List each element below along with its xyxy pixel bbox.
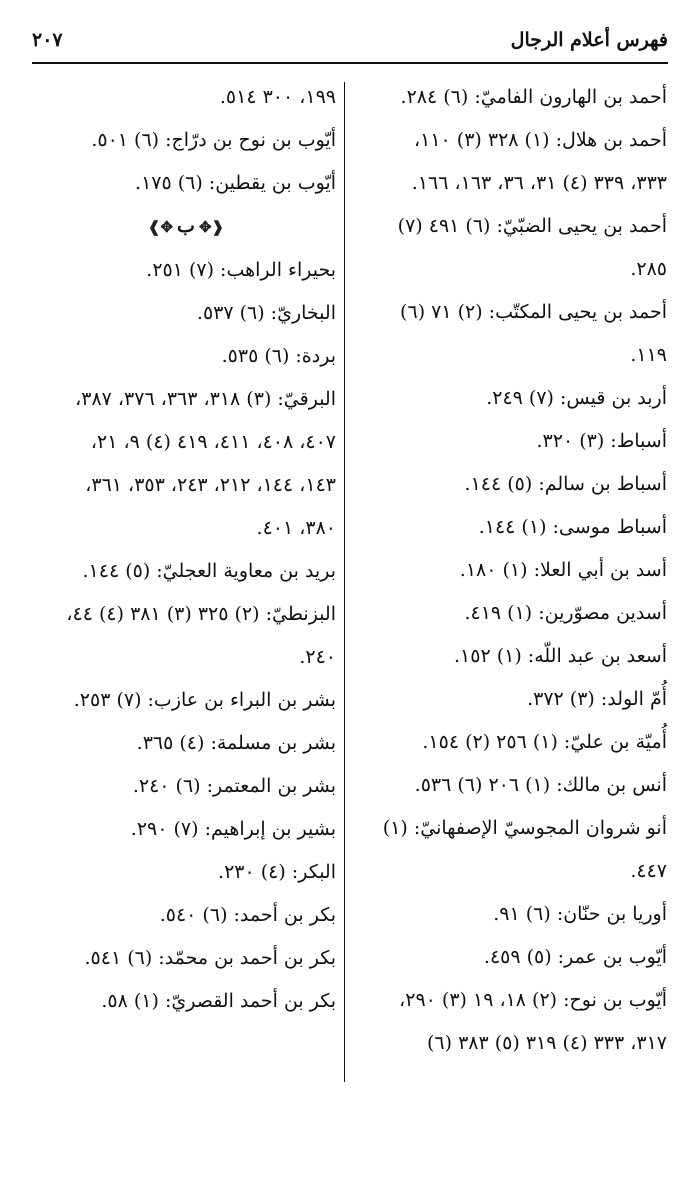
index-entry: أيّوب بن نوح: (٢) ١٨، ١٩ (٣) ٢٩٠،: [399, 989, 667, 1011]
index-entry: أحمد بن يحيى المكتّب: (٢) ٧١ (٦): [400, 301, 667, 323]
index-entry: ٢٤٠.: [299, 646, 336, 668]
index-entry: أحمد بن الهارون الفاميّ: (٦) ٢٨٤.: [400, 86, 667, 108]
index-entry: أحمد بن هلال: (١) ٣٢٨ (٣) ١١٠،: [413, 129, 667, 151]
index-entry: ١٤٣، ١٤٤، ٢١٢، ٢٤٣، ٣٥٣، ٣٦١،: [85, 474, 336, 496]
index-entry: بشر بن مسلمة: (٤) ٣٦٥.: [136, 732, 336, 754]
index-entry: البكر: (٤) ٢٣٠.: [218, 861, 336, 883]
index-entry: ١٩٩، ٣٠٠ ٥١٤.: [219, 86, 336, 108]
index-entry: ٤٠٧، ٤٠٨، ٤١١، ٤١٩ (٤) ٩، ٢١،: [90, 431, 336, 453]
index-entry: أسعد بن عبد اللّه: (١) ١٥٢.: [454, 645, 667, 667]
index-entry: بحيراء الراهب: (٧) ٢٥١.: [146, 259, 336, 281]
section-letter: ب: [177, 215, 195, 237]
index-entry: بكر بن أحمد: (٦) ٥٤٠.: [159, 904, 336, 926]
index-entry: بكر بن أحمد القصريّ: (١) ٥٨.: [101, 990, 336, 1012]
ornament-right-icon: ❰✥: [198, 218, 225, 236]
column-divider: [344, 82, 345, 1082]
index-entry: بريد بن معاوية العجليّ: (٥) ١٤٤.: [82, 560, 336, 582]
index-entry: أسدين مصوّرين: (١) ٤١٩.: [464, 602, 667, 624]
index-entry: أوريا بن حنّان: (٦) ٩١.: [493, 903, 667, 925]
index-entry: أسباط: (٣) ٣٢٠.: [536, 430, 667, 452]
index-entry: بردة: (٦) ٥٣٥.: [221, 345, 336, 367]
index-entry: أربد بن قيس: (٧) ٢٤٩.: [486, 387, 667, 409]
index-entry: أيّوب بن نوح بن درّاج: (٦) ٥٠١.: [91, 129, 336, 151]
index-entry: أنو شروان المجوسيّ الإصفهانيّ: (١): [382, 817, 667, 839]
page-number: ٢٠٧: [32, 29, 63, 51]
index-entry: البخاريّ: (٦) ٥٣٧.: [196, 302, 336, 324]
index-entry: أُمّ الولد: (٣) ٣٧٢.: [527, 688, 667, 710]
index-entry: أسد بن أبي العلا: (١) ١٨٠.: [459, 559, 667, 581]
index-entry: أنس بن مالك: (١) ٢٠٦ (٦) ٥٣٦.: [414, 774, 667, 796]
index-entry: أُميّة بن عليّ: (١) ٢٥٦ (٢) ١٥٤.: [422, 731, 667, 753]
section-heading-ba: [36, 205, 336, 249]
index-entry: ٣١٧، ٣٣٣ (٤) ٣١٩ (٥) ٣٨٣ (٦): [426, 1032, 667, 1054]
header-rule: [32, 62, 668, 64]
index-entry: بشر بن البراء بن عازب: (٧) ٢٥٣.: [73, 689, 336, 711]
index-entry: ٤٤٧.: [630, 860, 667, 882]
index-entry: بكر بن أحمد بن محمّد: (٦) ٥٤١.: [84, 947, 336, 969]
index-entry: بشر بن المعتمر: (٦) ٢٤٠.: [132, 775, 336, 797]
index-column-left: [36, 76, 336, 1023]
page-header: [32, 22, 668, 58]
ornament-left-icon: ✥❱: [147, 218, 174, 236]
running-title: فهرس أعلام الرجال: [510, 29, 668, 51]
index-entry: أسباط بن سالم: (٥) ١٤٤.: [464, 473, 667, 495]
index-entry: أيّوب بن عمر: (٥) ٤٥٩.: [483, 946, 667, 968]
index-entry: ١١٩.: [630, 344, 667, 366]
index-entry: ٢٨٥.: [630, 258, 667, 280]
index-entry: أسباط موسى: (١) ١٤٤.: [478, 516, 667, 538]
index-entry: بشير بن إبراهيم: (٧) ٢٩٠.: [130, 818, 336, 840]
index-entry: ٣٣٣، ٣٣٩ (٤) ٣١، ٣٦، ١٦٣، ١٦٦.: [411, 172, 667, 194]
index-entry: أيّوب بن يقطين: (٦) ١٧٥.: [135, 172, 336, 194]
index-entry: البرقيّ: (٣) ٣١٨، ٣٦٣، ٣٧٦، ٣٨٧،: [75, 388, 336, 410]
index-entry: البزنطيّ: (٢) ٣٢٥ (٣) ٣٨١ (٤) ٤٤،: [66, 603, 336, 625]
index-entry: أحمد بن يحيى الضبّيّ: (٦) ٤٩١ (٧): [397, 215, 667, 237]
index-entry: ٣٨٠، ٤٠١.: [256, 517, 336, 539]
index-column-right: [367, 76, 667, 1065]
